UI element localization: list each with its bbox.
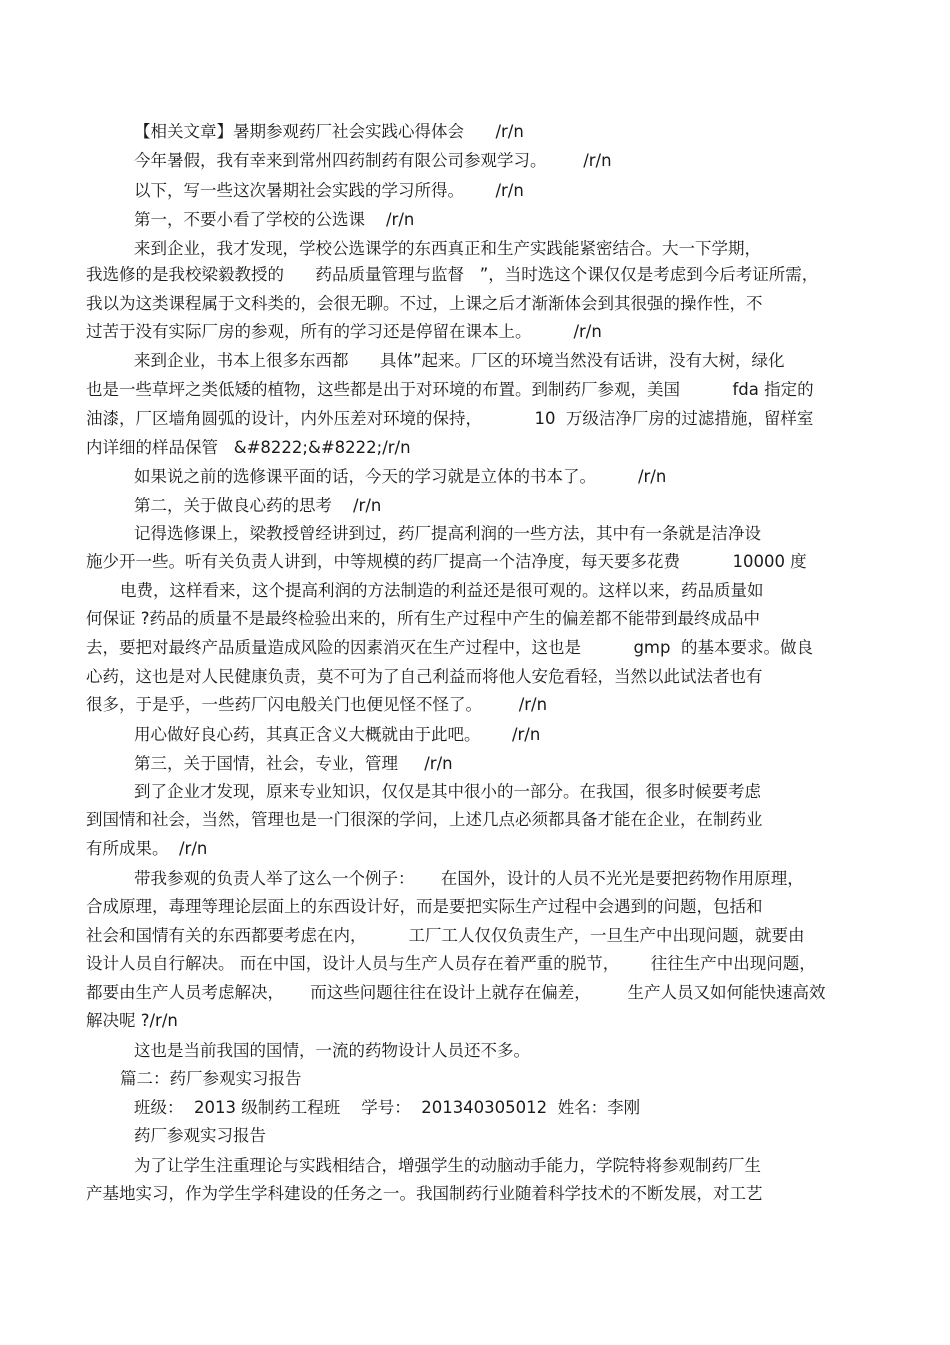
text-line: 如果说之前的选修课平面的话，今天的学习就是立体的书本了。 /r/n xyxy=(134,467,667,486)
text-line: 油漆，厂区墙角圆弧的设计，内外压差对环境的保持， 10 万级洁净厂房的过滤措施，留样室 xyxy=(86,409,814,428)
section-heading: 篇二：药厂参观实习报告 xyxy=(120,1069,302,1088)
text-line: 以下，写一些这次暑期社会实践的学习所得。 /r/n xyxy=(134,181,524,200)
text-line: 来到企业，我才发现，学校公选课学的东西真正和生产实践能紧密结合。大一下学期， xyxy=(134,239,761,258)
text-line: 都要由生产人员考虑解决， 而这些问题往往在设计上就存在偏差， 生产人员又如何能快速高效 xyxy=(86,983,826,1002)
text-line: 班级： 2013 级制药工程班 学号： 201340305012 姓名：李刚 xyxy=(134,1098,641,1117)
text-line: 设计人员自行解决。 而在中国，设计人员与生产人员存在着严重的脱节， 往往生产中出现问题， xyxy=(86,954,816,973)
text-line: 为了让学生注重理论与实践相结合，增强学生的动脑动手能力，学院特将参观制药厂生 xyxy=(134,1156,761,1175)
text-line: 心药，这也是对人民健康负责，莫不可为了自己利益而将他人安危看轻，当然以此试法者也有 xyxy=(86,667,763,686)
text-line: 去，要把对最终产品质量造成风险的因素消灭在生产过程中，这也是 gmp 的基本要求。做良 xyxy=(86,638,813,657)
text-line: 施少开一些。听有关负责人讲到，中等规模的药厂提高一个洁净度，每天要多花费 10000 度 xyxy=(86,552,807,571)
text-line: 这也是当前我国的国情，一流的药物设计人员还不多。 xyxy=(134,1041,530,1060)
text-line: 第二，关于做良心药的思考 /r/n xyxy=(134,496,382,515)
text-line: 第三，关于国情，社会，专业，管理 /r/n xyxy=(134,754,453,773)
text-line: 用心做好良心药，其真正含义大概就由于此吧。 /r/n xyxy=(134,725,541,744)
text-line: 我选修的是我校梁毅教授的 药品质量管理与监督 ”，当时选这个课仅仅是考虑到今后考证所需， xyxy=(86,265,819,284)
report-title: 药厂参观实习报告 xyxy=(134,1126,266,1145)
text-line: 电费，这样看来，这个提高利润的方法制造的利益还是很可观的。这样以来，药品质量如 xyxy=(120,581,764,600)
text-line: 有所成果。 /r/n xyxy=(86,839,208,858)
text-line: 内详细的样品保管 &#8222;&#8222;/r/n xyxy=(86,438,411,457)
text-line: 【相关文章】暑期参观药厂社会实践心得体会 /r/n xyxy=(134,122,524,141)
text-line: 带我参观的负责人举了这么一个例子： 在国外，设计的人员不光光是要把药物作用原理， xyxy=(134,869,804,888)
text-line: 记得选修课上，梁教授曾经讲到过，药厂提高利润的一些方法，其中有一条就是洁净设 xyxy=(134,524,761,543)
text-line: 合成原理，毒理等理论层面上的东西设计好，而是要把实际生产过程中会遇到的问题，包括和 xyxy=(86,897,763,916)
text-line: 过苦于没有实际厂房的参观，所有的学习还是停留在课本上。 /r/n xyxy=(86,322,602,341)
text-line: 也是一些草坪之类低矮的植物，这些都是出于对环境的布置。到制药厂参观，美国 fda 指定的 xyxy=(86,380,814,399)
text-line: 第一，不要小看了学校的公选课 /r/n xyxy=(134,210,415,229)
text-line: 来到企业，书本上很多东西都 具体”起来。厂区的环境当然没有话讲，没有大树，绿化 xyxy=(134,351,785,370)
text-line: 很多，于是乎，一些药厂闪电般关门也便见怪不怪了。 /r/n xyxy=(86,695,548,714)
text-line: 社会和国情有关的东西都要考虑在内， 工厂工人仅仅负责生产，一旦生产中出现问题，就要由 xyxy=(86,926,805,945)
text-line: 我以为这类课程属于文科类的，会很无聊。不过，上课之后才渐渐体会到其很强的操作性，不 xyxy=(86,294,763,313)
text-line: 何保证 ?药品的质量不是最终检验出来的，所有生产过程中产生的偏差都不能带到最终成品中 xyxy=(86,609,761,628)
text-line: 到了企业才发现，原来专业知识，仅仅是其中很小的一部分。在我国，很多时候要考虑 xyxy=(134,782,761,801)
text-line: 解决呢 ?/r/n xyxy=(86,1011,178,1030)
text-line: 产基地实习，作为学生学科建设的任务之一。我国制药行业随着科学技术的不断发展，对工艺 xyxy=(86,1184,763,1203)
text-line: 今年暑假，我有幸来到常州四药制药有限公司参观学习。 /r/n xyxy=(134,151,612,170)
text-line: 到国情和社会，当然，管理也是一门很深的学问，上述几点必须都具备才能在企业，在制药业 xyxy=(86,810,763,829)
